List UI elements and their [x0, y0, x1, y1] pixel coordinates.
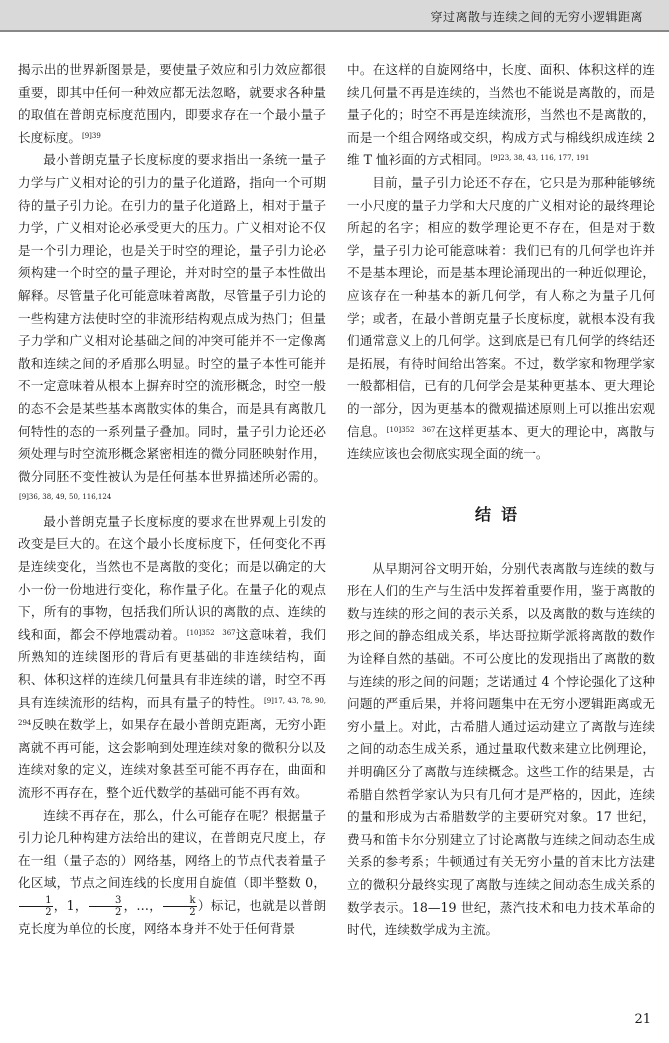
- fraction-denominator: 2: [45, 906, 52, 918]
- right-column: [347, 59, 655, 942]
- formula-open: （即半整数 0，: [236, 875, 326, 891]
- formula-ellipsis: …: [136, 897, 150, 913]
- paragraph-text: 目前，量子引力论还不存在，它只是为那种能够统一小尺度的量子力学和大尺度的广义相对论的最终理论所起的名字；相应的数学理论更不存在，但是对于数学，量子引力论可能意味着：我们已有的几何学也许并不是基本理论，而是基本理论涌现出的一种近似理论，应该存在一种基本的新几何学，有人称之为量子几何学；或者，在最小普朗克量子长度标度，就根本没有我们通常意义上的几何学。这到底是已有几何学的终结还是拓展，有待时间给出答案。不过，数学家和物理学家一般都相信，已有的几何学会是某种更基本、更大理论的一部分，因为更基本的微观描述原则上可以推出宏观信息。: [347, 174, 655, 439]
- citation: [9]36, 38, 49, 50, 116,124: [19, 493, 112, 502]
- fraction-numerator: 3: [89, 895, 123, 907]
- right-paragraph-1: [347, 59, 655, 172]
- paragraph-text: 最小普朗克量子长度标度的要求指出一条统一量子力学与广义相对论的引力的量子化道路，指向一个可期待的量子引力论。在引力的量子化道路上，相对于量子力学，广义相对论必承受更大的压力。广义相对论不仅是一个引力理论，也是关于时空的理论，量子引力论必须构建一个时空的量子理论，并对时空的量子本性做出解释。尽管量子化可能意味着离散，尽管量子引力论的一些构建方法使时空的非流形结构观点成为热门；但量子力学和广义相对论基础之间的冲突可能并不一定像离散和连续之间的矛盾那么明显。时空的量子本性可能并不一定意味着从根本上摒弃时空的流形概念，时空一般的态不会是某些基本离散实体的集合，而是具有离散几何特性的态的一系列量子叠加。同时，量子引力论还必须处理与时空流形概念紧密相连的微分同胚映射作用，微分同胚不变性被认为是任何基本世界描述所必需的。: [18, 152, 326, 484]
- fraction-numerator: k: [163, 895, 197, 907]
- fraction-numerator: 1: [19, 895, 53, 907]
- paragraph-text: 标记，也就是以普朗克长度为单位的长度，网络本身并不处于任何背景: [18, 897, 327, 936]
- right-paragraph-3: [347, 558, 655, 942]
- running-header-title: 穿过离散与连续之间的无穷小逻辑距离: [430, 10, 643, 24]
- left-paragraph-2: [18, 149, 326, 511]
- page-number: 21: [634, 1012, 651, 1027]
- paragraph-text: 连续不再存在，那么，什么可能存在呢？根据量子引力论几种构建方法给出的建议，在普朗克尺度上，存在一组（量子态的）网络基，网络上的节点代表着量子化区域，节点之间连线的长度用自旋值: [18, 807, 326, 891]
- right-paragraph-2: [347, 172, 655, 466]
- formula-close: ）: [197, 897, 211, 913]
- left-column: [18, 59, 326, 941]
- paragraph-text: 最小普朗克量子长度标度的要求在世界观上引发的改变是巨大的。在这个最小长度标度下，任何变化不再是连续变化，当然也不是离散的变化；而是以确定的大小一份一份地进行变化，称作量子化。在量子化的观点下，所有的事物，包括我们所认识的离散的点、连续的线和面，都会不停地震动着。: [18, 513, 326, 642]
- paragraph-text: 反映在数学上，如果存在最小普朗克距离，无穷小距离就不再可能，这会影响到处理连续对象的微积分以及连续对象的定义，连续对象甚至可能不再存在，曲面和流形不再存在，整个近代数学的基础可能不再有效。: [18, 717, 326, 800]
- citation: [10]352 367: [386, 425, 436, 434]
- paragraph-text: 揭示出的世界新图景是，要使量子效应和引力效应都很重要，即其中任何一种效应都无法忽略，就要求各种量的取值在普朗克标度范围内，即要求存在一个最小量子长度标度。: [18, 62, 326, 145]
- fraction-denominator: 2: [114, 906, 122, 918]
- left-paragraph-3: [18, 511, 326, 805]
- formula-term: 1: [66, 897, 75, 913]
- fraction-half: [19, 895, 53, 918]
- paragraph-text: 这意味着，我们所熟知的连续图形的背后有更基础的非连续结构，面积、体积这样的连续几何量具有非连续的谱，时空不再具有连续流形的结构，而具有量子的特性。: [18, 626, 327, 710]
- citation: [9]23, 38, 43, 116, 177, 191: [490, 154, 590, 163]
- paragraph-text: 中。在这样的自旋网络中，长度、面积、体积这样的连续几何量不再是连续的，当然也不能说是离散的，而是量子化的；时空不再是连续流形，当然也不是离散的，而是一个组合网络或交织，构成方式与棉线织成连续 2 维 T 恤衫面的方式相同。: [347, 62, 655, 168]
- fraction-k-halves: [163, 895, 197, 918]
- citation: [10]352 367: [186, 628, 236, 637]
- paragraph-text: 在这样更基本、更大的理论中，离散与连续应该也会彻底实现全面的统一。: [347, 423, 656, 462]
- paragraph-text: 从早期河谷文明开始，分别代表离散与连续的数与形在人们的生产与生活中发挥着重要作用，鉴于离散的数与连续的形之间的表示关系，以及离散的数与连续的形之间的静态组成关系，毕达哥拉斯学派将离散的数作为诠释自然的基础。不可公度比的发现指出了离散的数与连续的形之间的问题；芝诺通过 4 个悖论强化了这种问题的严重后果，并将问题集中在无穷小逻辑距离或无穷小量上。对此，古希腊人通过运动建立了离散与连续之间的动态生成关系，通过量取代数来建立比例理论，并明确区分了离散与连续概念。这些工作的结果是，古希腊自然哲学家认为只有几何才是严格的，因此，连续的量和形成为古希腊数学的主要研究对象。17 世纪，费马和笛卡尔分别建立了讨论离散与连续之间动态生成关系的参考系；牛顿通过有关无穷小量的首末比方法建立的微积分最终实现了离散与连续之间动态生成关系的数学表示。18—19 世纪，蒸汽技术和电力技术革命的时代，连续数学成为主流。: [347, 560, 655, 938]
- fraction-denominator: 2: [189, 906, 196, 918]
- fraction-three-halves: [89, 895, 123, 918]
- section-heading-conclusion: 结语: [474, 504, 527, 524]
- left-paragraph-1: [18, 59, 326, 149]
- left-paragraph-4: 连续不再存在，那么，什么可能存在呢？根据量子引力论几种构建方法给出的建议，在普朗克尺度上，存在一组（量子态的）网络基，网络上的节点代表着量子化区域，节点之间连线的长度用自旋值（即半整数 0， $\frac{1}{2}$ ，1， $\frac{3}{2}$ ，…， $\frac{k}{2}$ ）标记，也就是以普朗克长度为单位的长度，网络本身并不处于任何背景: [18, 807, 327, 936]
- citation: [9]17, 43, 78, 90, 294: [18, 696, 327, 728]
- citation: [9]39: [81, 131, 101, 140]
- header-rule: [0, 30, 669, 32]
